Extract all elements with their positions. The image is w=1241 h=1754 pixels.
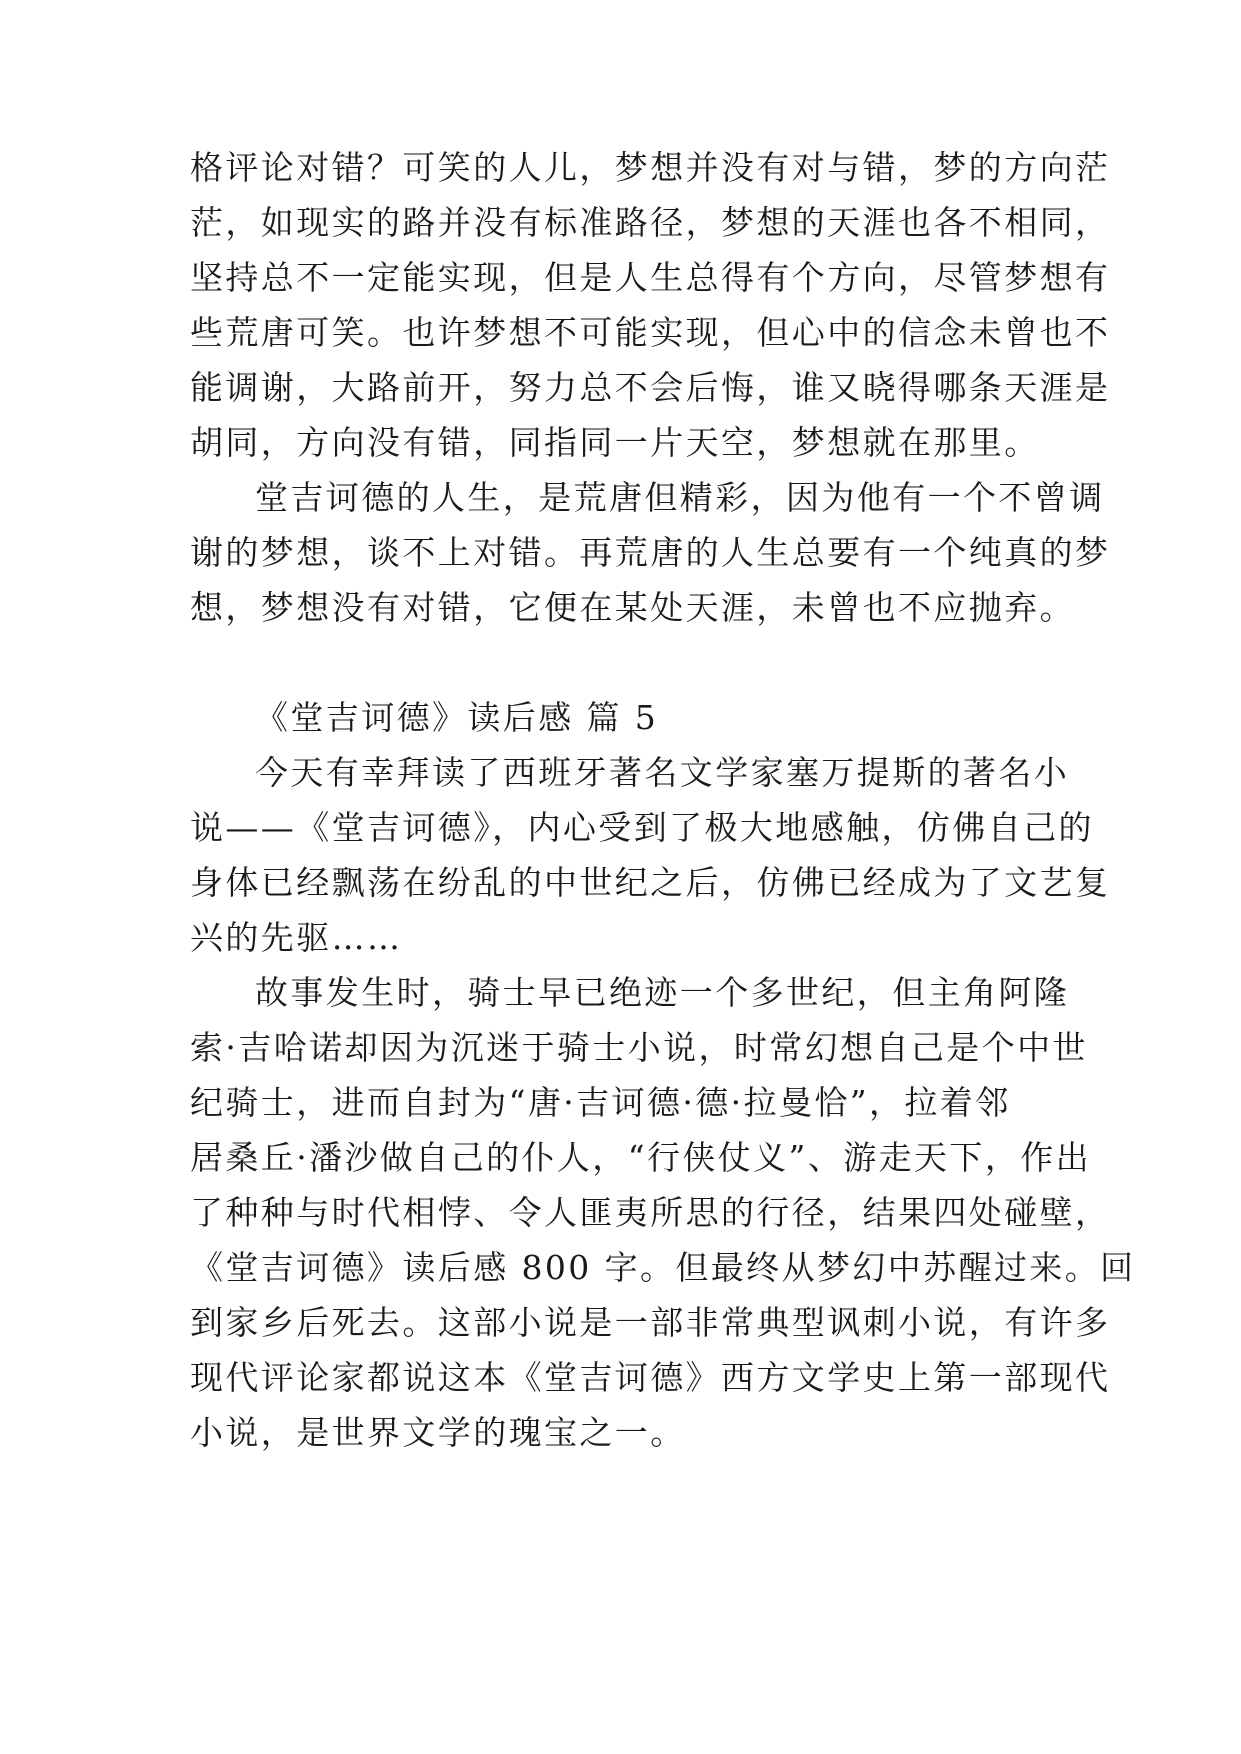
text-line: 堂吉诃德的人生，是荒唐但精彩，因为他有一个不曾调	[255, 478, 1105, 517]
text-line: 坚持总不一定能实现，但是人生总得有个方向，尽管梦想有	[190, 258, 1111, 297]
text-line: 到家乡后死去。这部小说是一部非常典型讽刺小说，有许多	[190, 1303, 1111, 1342]
text-line: 小说，是世界文学的瑰宝之一。	[190, 1413, 686, 1452]
text-line: 身体已经飘荡在纷乱的中世纪之后，仿佛已经成为了文艺复	[190, 863, 1111, 902]
text-line: 想，梦想没有对错，它便在某处天涯，未曾也不应抛弃。	[190, 588, 1075, 627]
text-line: 现代评论家都说这本《堂吉诃德》西方文学史上第一部现代	[190, 1358, 1111, 1397]
text-line: 格评论对错？可笑的人儿，梦想并没有对与错，梦的方向茫	[190, 148, 1111, 187]
text-line: 茫，如现实的路并没有标准路径，梦想的天涯也各不相同，	[190, 203, 1111, 242]
text-line: 《堂吉诃德》读后感 800 字。但最终从梦幻中苏醒过来。回	[190, 1248, 1136, 1287]
text-line: 居桑丘·潘沙做自己的仆人，“行侠仗义”、游走天下，作出	[190, 1138, 1092, 1177]
text-line: 谢的梦想，谈不上对错。再荒唐的人生总要有一个纯真的梦	[190, 533, 1111, 572]
text-line: 今天有幸拜读了西班牙著名文学家塞万提斯的著名小	[255, 753, 1070, 792]
section-heading: 《堂吉诃德》读后感 篇 5	[255, 698, 659, 737]
text-line: 能调谢，大路前开，努力总不会后悔，谁又晓得哪条天涯是	[190, 368, 1111, 407]
text-line: 了种种与时代相悖、令人匪夷所思的行径，结果四处碰壁，	[190, 1193, 1111, 1232]
text-line: 些荒唐可笑。也许梦想不可能实现，但心中的信念未曾也不	[190, 313, 1111, 352]
text-line: 纪骑士，进而自封为“唐·吉诃德·德·拉曼恰”，拉着邻	[190, 1083, 1011, 1122]
text-line: 兴的先驱……	[190, 918, 403, 957]
text-line: 索·吉哈诺却因为沉迷于骑士小说，时常幻想自己是个中世	[190, 1028, 1088, 1067]
text-line: 胡同，方向没有错，同指同一片天空，梦想就在那里。	[190, 423, 1040, 462]
text-line: 说——《堂吉诃德》，内心受到了极大地感触，仿佛自己的	[190, 808, 1094, 847]
text-line: 故事发生时，骑士早已绝迹一个多世纪，但主角阿隆	[255, 973, 1070, 1012]
